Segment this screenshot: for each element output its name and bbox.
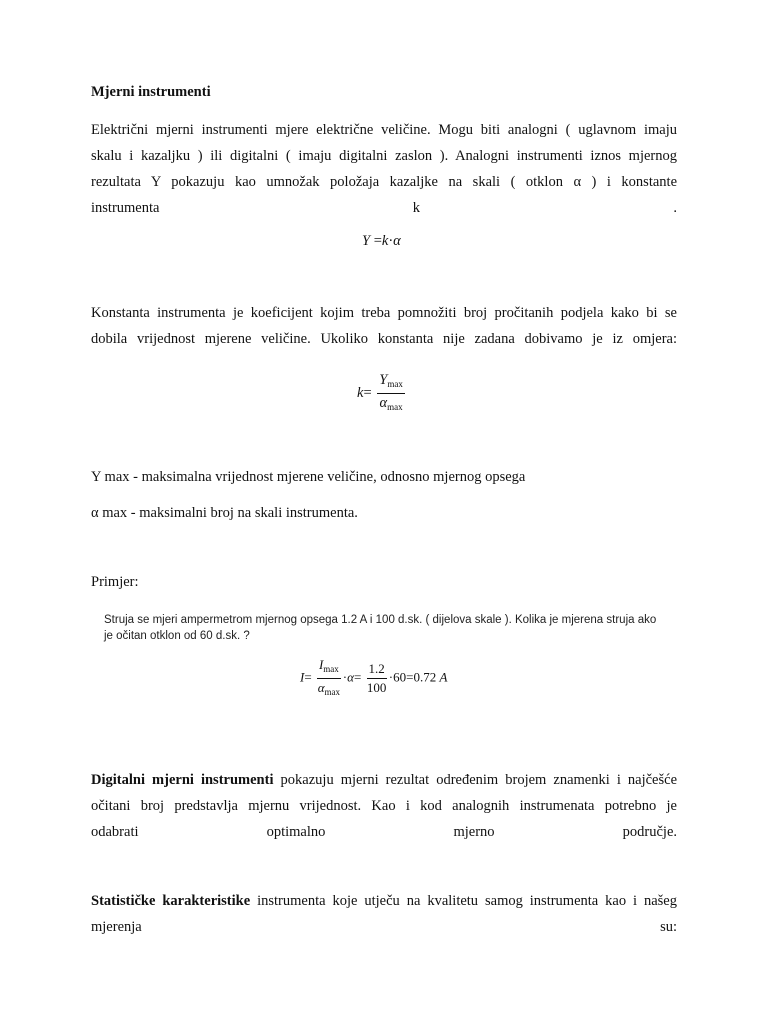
text-line: očitani broj predstavlja mjernu vrijednost. Kao i kod analognih instrumenata potrebno je [91,798,677,814]
formula-k-ratio: k= $\frac{Y_{max}}{\alpha_{max}}$ [357,371,407,416]
definition-alphamax: α max - maksimalni broj na skali instrumenta. [91,505,358,521]
fraction: $\frac{1.2}{100}$ [366,661,387,695]
text-line: Statističke karakteristike instrumenta koje utječu na kvalitetu samog instrumenta kao i našeg [91,893,677,909]
formula-current-example: I= $\frac{I_{max}}{\alpha_{max}}$ ·α= $\frac{1.2}{100}$ ·60=0.72 A [300,656,447,701]
paragraph-statistics [91,888,677,940]
example-line: Struja se mjeri ampermetrom mjernog opsega 1.2 A i 100 d.sk. ( dijelova skale ). Kolika je mjerena struja ako [104,614,657,626]
definition-ymax: Y max - maksimalna vrijednost mjerene veličine, odnosno mjernog opsega [91,469,526,485]
example-problem [104,612,664,644]
section-title: Mjerni instrumenti [91,84,211,100]
text-line: Digitalni mjerni instrumenti pokazuju mjerni rezultat određenim brojem znamenki i najčešće [91,772,678,788]
fraction: $\frac{Y_{max}}{\alpha_{max}}$ [379,372,403,412]
example-label: Primjer: [91,574,139,590]
text-line: skalu i kazaljku ) ili digitalni ( imaju digitalni zaslon ). Analogni instrumenti iznos mjernog [91,148,677,164]
fraction: $\frac{I_{max}}{\alpha_{max}}$ [317,657,341,697]
text-line: Konstanta instrumenta je koeficijent kojim treba pomnožiti broj pročitanih podjela kako bi se [91,305,677,321]
example-line: je očitan otklon od 60 d.sk. ? [104,630,250,642]
text-line: Električni mjerni instrumenti mjere električne veličine. Mogu biti analogni ( uglavnom imaju [91,122,677,138]
formula-y-equals-k-alpha: Y =k·α [362,233,401,249]
text-line: dobila vrijednost mjerene veličine. Ukoliko konstanta nije zadana dobivamo je iz omjera: [91,331,677,347]
paragraph-intro [91,117,677,221]
text-line: mjerenja su: [91,919,677,935]
text-line: instrumenta k . [91,200,677,216]
paragraph-digital [91,767,677,845]
text-line: odabrati optimalno mjerno područje. [91,824,677,840]
text-line: rezultata Y pokazuju kao umnožak položaja kazaljke na skali ( otklon α ) i konstante [91,174,677,190]
paragraph-constant [91,300,677,352]
